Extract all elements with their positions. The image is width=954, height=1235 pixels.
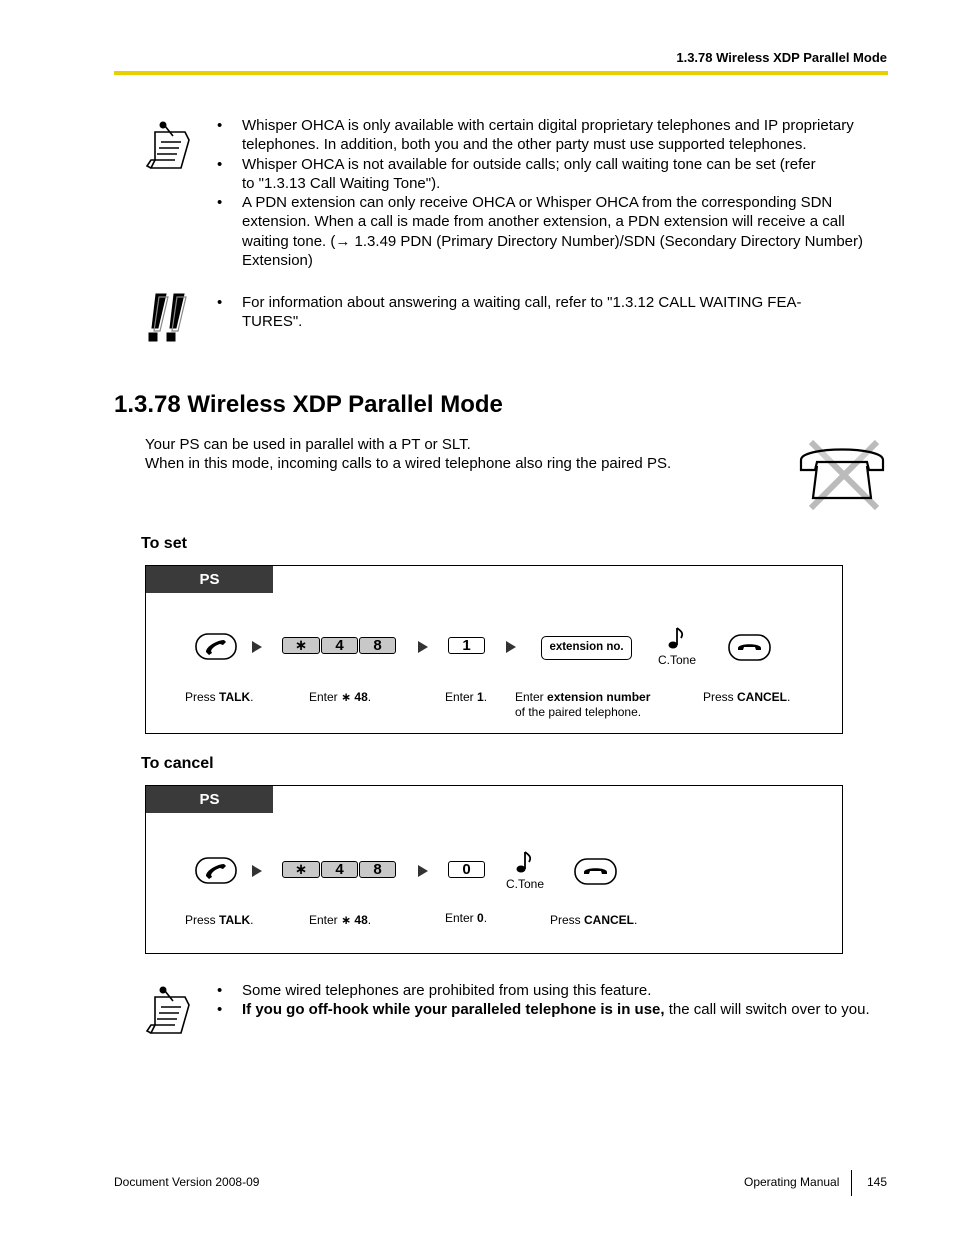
- caption-enter-star48: Enter ∗ 48.: [309, 690, 372, 704]
- key-4: 4: [321, 637, 358, 654]
- header-rule: [114, 71, 888, 75]
- key-1: 1: [448, 637, 485, 654]
- arrow-icon: [418, 865, 428, 877]
- arrow-icon: [506, 641, 516, 653]
- arrow-icon: [252, 865, 262, 877]
- footer-divider: [851, 1170, 852, 1196]
- to-cancel-heading: To cancel: [141, 755, 214, 772]
- extension-no-key: extension no.: [541, 636, 632, 660]
- music-note-icon: [515, 850, 535, 874]
- intro-line: Your PS can be used in parallel with a PT or SLT.: [145, 436, 471, 453]
- star-key: ∗: [282, 637, 320, 654]
- list-item: • A PDN extension can only receive OHCA or Whisper OHCA from the corresponding SDN extension. When a call is made from another extension, a PDN extension will receive a call waiting tone. (→ 1.3.49 PDN (Primary Directory Number)/SDN (Secondary Directory Number) Extension): [217, 194, 864, 270]
- note-list-top: [214, 116, 894, 270]
- running-header: 1.3.78 Wireless XDP Parallel Mode: [676, 50, 887, 65]
- intro-line: When in this mode, incoming calls to a wired telephone also ring the paired PS.: [145, 454, 672, 472]
- key-8: 8: [359, 861, 396, 878]
- caption-press-talk: Press TALK.: [185, 913, 254, 927]
- double-exclamation-icon: [146, 292, 190, 344]
- to-set-heading: To set: [141, 535, 187, 552]
- talk-key-icon: [195, 857, 237, 884]
- arrow-icon: [418, 641, 428, 653]
- note-pad-icon: [145, 985, 195, 1037]
- caption-press-talk: Press TALK.: [185, 690, 254, 704]
- ps-tab: PS: [146, 786, 273, 813]
- list-item: • For information about answering a waiting call, refer to "1.3.12 CALL WAITING FEA- TURES".: [217, 294, 802, 331]
- confirmation-tone-label: C.Tone: [657, 653, 697, 667]
- footer-document-version: Document Version 2008-09: [114, 1175, 260, 1189]
- warning-list: [214, 293, 894, 332]
- key-8: 8: [359, 637, 396, 654]
- music-note-icon: [667, 626, 687, 650]
- caption-enter-0: Enter 0.: [445, 911, 488, 925]
- caption-enter-star48: Enter ∗ 48.: [309, 913, 372, 927]
- cancel-key-icon: [574, 858, 617, 885]
- list-item: • If you go off-hook while your paralleled telephone is in use, the call will switch over to you.: [217, 1001, 870, 1019]
- star-key: ∗: [282, 861, 320, 878]
- to-cancel-panel: [145, 785, 843, 954]
- caption-enter-1: Enter 1.: [445, 690, 488, 704]
- caption-press-cancel: Press CANCEL.: [550, 913, 638, 927]
- section-intro: [145, 436, 671, 473]
- list-item: • Some wired telephones are prohibited from using this feature.: [217, 982, 652, 999]
- note-pad-icon: [145, 120, 195, 172]
- wired-telephone-crossed-icon: [797, 438, 887, 512]
- note-list-bottom: [214, 981, 904, 1020]
- section-title: 1.3.78 Wireless XDP Parallel Mode: [114, 391, 503, 418]
- cancel-key-icon: [728, 634, 771, 661]
- page-number: 145: [867, 1175, 888, 1189]
- footer-manual-title: Operating Manual: [744, 1175, 840, 1189]
- caption-press-cancel: Press CANCEL.: [703, 690, 791, 704]
- key-0: 0: [448, 861, 485, 878]
- confirmation-tone-label: C.Tone: [505, 877, 545, 891]
- ps-tab: PS: [146, 566, 273, 593]
- list-item: • Whisper OHCA is only available with certain digital proprietary telephones and IP proprietary telephones. In addition, both you and the other party must use supported telephones.: [217, 117, 854, 154]
- arrow-icon: [252, 641, 262, 653]
- talk-key-icon: [195, 633, 237, 660]
- list-item: • Whisper OHCA is not available for outside calls; only call waiting tone can be set (refer to "1.3.13 Call Waiting Tone").: [217, 155, 816, 192]
- to-set-panel: [145, 565, 843, 734]
- caption-enter-extension: Enter extension number of the paired telephone.: [515, 690, 651, 719]
- key-4: 4: [321, 861, 358, 878]
